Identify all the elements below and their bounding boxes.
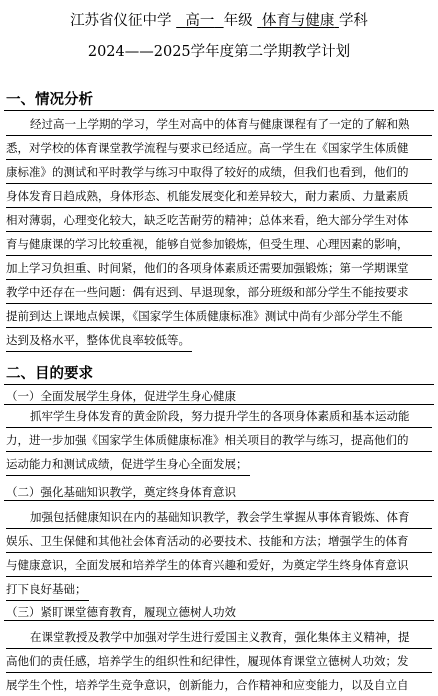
section-divider [4, 384, 434, 385]
paragraph-line: 康标准》的测试和平时教学与练习中取得了较好的成绩，但我们也看到，他们的 [6, 161, 432, 184]
grade-value: 高一 [185, 13, 215, 29]
paragraph-line: 打下良好基础； [6, 578, 89, 601]
grade-label: 年级 [223, 13, 253, 29]
paragraph-line: 运动能力和测试成绩，促进学生身心全面发展； [6, 453, 250, 476]
subsection-divider [4, 500, 434, 501]
paragraph-line: 达到及格水平，整体优良率较低等。 [6, 329, 192, 352]
paragraph-line: 娱乐、卫生保健和其他社会体育活动的必要技术、技能和方法；增强学生的体育 [6, 530, 432, 553]
subject-value: 体育与健康 [261, 13, 335, 29]
paragraph-line: 加强包括健康知识在内的基础知识教学，教会学生掌握从事体育锻炼、体育 [6, 506, 432, 529]
section-divider [4, 110, 434, 111]
section-heading-analysis: 一、情况分析 [6, 92, 93, 108]
paragraph-line: 抓牢学生身体发育的黄金阶段，努力提升学生的各项身体素质和基本运动能 [6, 405, 432, 428]
document-title-line1 [0, 9, 438, 30]
paragraph-line: 与健康意识，全面发展和培养学生的体育兴趣和爱好，为奠定学生终身体育意识 [6, 554, 432, 577]
paragraph-line: 悉，对学校的体育课堂教学流程与要求已经适应。高一学生在《国家学生体质健 [6, 137, 432, 160]
paragraph-line: 力，进一步加强《国家学生体质健康标准》相关项目的教学与练习，提高他们的 [6, 429, 432, 452]
paragraph-line: 教学中还存在一些问题：偶有迟到、早退现象，部分班级和部分学生不能按要求 [6, 281, 432, 304]
paragraph-line: 加上学习负担重、时间紧，他们的各项身体素质还需要加强锻炼；第一学期课堂 [6, 257, 432, 280]
paragraph-line: 育与健康课的学习比较重视，能够自觉参加锻炼，但受生理、心理因素的影响， [6, 233, 432, 256]
paragraph-line: 经过高一上学期的学习，学生对高中的体育与健康课程有了一定的了解和熟 [6, 113, 432, 136]
paragraph-line: 高他们的责任感，培养学生的组织性和纪律性，履现体育课堂立德树人功效；发 [6, 650, 432, 673]
subsection-divider [4, 620, 434, 621]
paragraph-line: 在课堂教授及教学中加强对学生进行爱国主义教育，强化集体主义精神，提 [6, 626, 432, 649]
paragraph-line: 提前到达上课地点候课，《国家学生体质健康标准》测试中尚有少部分学生不能 [6, 305, 432, 328]
subsection-heading-knowledge: （二）强化基础知识教学，奠定终身体育意识 [6, 485, 236, 499]
subsection-heading-moral: （三）紧盯课堂德育教育，履现立德树人功效 [6, 605, 236, 619]
section-heading-goals: 二、目的要求 [6, 366, 93, 382]
subject-label: 学科 [338, 13, 368, 29]
paragraph-line: 身体发育日趋成熟，身体形态、机能发展变化和差异较大，耐力素质、力量素质 [6, 185, 432, 208]
paragraph-line: 相对薄弱，心理变化较大，缺乏吃苦耐劳的精神；总体来看，绝大部分学生对体 [6, 209, 432, 232]
subsection-heading-physical: （一）全面发展学生身体，促进学生身心健康 [6, 389, 236, 403]
paragraph-line: 展学生个性，培养学生竞争意识，创新能力，合作精神和应变能力，以及自立自 [6, 678, 409, 692]
document-title-line2: 2024——2025学年度第二学期教学计划 [87, 44, 351, 60]
school-name: 江苏省仪征中学 [70, 13, 172, 29]
